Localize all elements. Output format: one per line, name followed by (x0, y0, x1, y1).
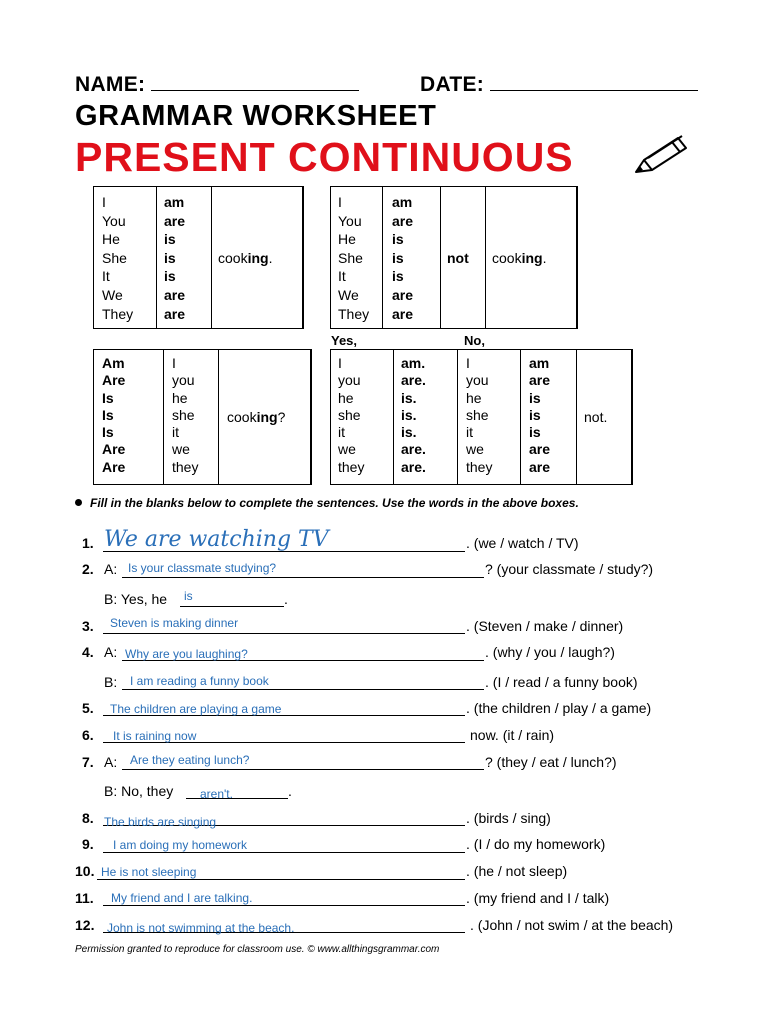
worksheet-title: GRAMMAR WORKSHEET (75, 100, 437, 132)
q4-prefix: A: (104, 644, 118, 660)
q4-cue: . (why / you / laugh?) (485, 644, 615, 660)
q9-answer: I am doing my homework (113, 838, 248, 852)
q12-answer: John is not swimming at the beach. (107, 921, 295, 935)
q11-cue: . (my friend and I / talk) (466, 890, 610, 906)
instruction-text: Fill in the blanks below to complete the sentences. Use the words in the above boxes. (90, 496, 579, 510)
q5-cue: . (the children / play / a game) (466, 700, 652, 716)
date-label: DATE: (420, 73, 485, 96)
q4-answer: Why are you laughing? (125, 647, 248, 661)
q2-blank[interactable] (122, 577, 484, 578)
q2-number: 2. (82, 561, 94, 577)
affirmative-verbs: am are is is is are are (164, 194, 186, 322)
q4-b-prefix: B: (104, 674, 118, 690)
q12-cue: . (John / not swim / at the beach) (470, 917, 674, 933)
q8-number: 8. (82, 810, 94, 826)
affirmative-main-verb: cooking. (218, 250, 273, 266)
pencil-icon (632, 132, 692, 178)
bullet-icon (75, 499, 82, 506)
q4-b-blank[interactable] (122, 689, 484, 690)
q3-blank[interactable] (103, 633, 465, 634)
q5-number: 5. (82, 700, 94, 716)
q7-prefix: A: (104, 754, 118, 770)
q9-number: 9. (82, 836, 94, 852)
no-label: No, (464, 333, 485, 348)
negative-verbs: am are is is is are are (392, 194, 414, 322)
no-subjects: I you he she it we they (466, 355, 493, 475)
no-not: not. (584, 409, 608, 425)
name-field[interactable] (75, 73, 359, 97)
q11-number: 11. (75, 890, 94, 906)
q7-answer: Are they eating lunch? (130, 753, 250, 767)
q10-cue: . (he / not sleep) (466, 863, 568, 879)
negative-not: not (447, 250, 469, 266)
q7-b-prefix: B: No, they (104, 783, 174, 799)
q7-b-answer: aren't. (200, 787, 233, 801)
q6-answer: It is raining now (113, 729, 197, 743)
date-field[interactable] (420, 73, 698, 97)
q7-blank[interactable] (122, 769, 484, 770)
q1-answer: We are watching TV (104, 527, 329, 552)
date-blank[interactable] (490, 90, 698, 91)
short-answer-table (330, 349, 633, 485)
q10-answer: He is not sleeping (101, 865, 197, 879)
question-main-verb: cooking? (227, 409, 286, 425)
q4-b-answer: I am reading a funny book (130, 674, 269, 688)
q2-answer: Is your classmate studying? (128, 561, 277, 575)
footer-permission: Permission granted to reproduce for classroom use. © www.allthingsgrammar.com (75, 944, 440, 955)
q6-cue: now. (it / rain) (470, 727, 555, 743)
negative-table (330, 186, 578, 329)
q1-cue: . (we / watch / TV) (466, 535, 579, 551)
negative-main-verb: cooking. (492, 250, 547, 266)
q10-number: 10. (75, 863, 95, 879)
q2-b-blank[interactable] (180, 606, 284, 607)
q7-cue: ? (they / eat / lunch?) (485, 754, 617, 770)
q12-number: 12. (75, 917, 95, 933)
q6-number: 6. (82, 727, 94, 743)
q9-blank[interactable] (103, 852, 465, 853)
q2-cue: ? (your classmate / study?) (485, 561, 654, 577)
no-verbs: am are is is is are are (529, 355, 551, 475)
yes-label: Yes, (331, 333, 358, 348)
yes-subjects: I you he she it we they (338, 355, 365, 475)
q4-number: 4. (82, 644, 94, 660)
name-label: NAME: (75, 73, 146, 96)
q2-b-end: . (284, 591, 288, 607)
negative-subjects: I You He She It We They (338, 194, 370, 322)
q2-prefix: A: (104, 561, 118, 577)
q8-answer: The birds are singing (104, 815, 217, 829)
question-subjects: I you he she it we they (172, 355, 199, 475)
q7-b-end: . (288, 783, 292, 799)
q2-b-prefix: B: Yes, he (104, 591, 168, 607)
q2-b-answer: is (184, 589, 193, 603)
q10-blank[interactable] (97, 879, 465, 880)
name-blank[interactable] (151, 90, 359, 91)
yes-verbs: am. are. is. is. is. are. are. (401, 355, 426, 475)
q1-number: 1. (82, 535, 94, 551)
q11-blank[interactable] (103, 905, 465, 906)
worksheet-topic: PRESENT CONTINUOUS (75, 134, 574, 180)
q7-number: 7. (82, 754, 94, 770)
q9-cue: . (I / do my homework) (466, 836, 606, 852)
q11-answer: My friend and I are talking. (111, 891, 253, 905)
q5-answer: The children are playing a game (110, 702, 282, 716)
q4-b-cue: . (I / read / a funny book) (485, 674, 638, 690)
question-table (93, 349, 312, 485)
q8-cue: . (birds / sing) (466, 810, 551, 826)
affirmative-subjects: I You He She It We They (102, 194, 134, 322)
question-verbs: Am Are Is Is Is Are Are (102, 355, 126, 475)
q3-number: 3. (82, 618, 94, 634)
affirmative-table (93, 186, 304, 329)
q3-cue: . (Steven / make / dinner) (466, 618, 624, 634)
q3-answer: Steven is making dinner (110, 616, 239, 630)
